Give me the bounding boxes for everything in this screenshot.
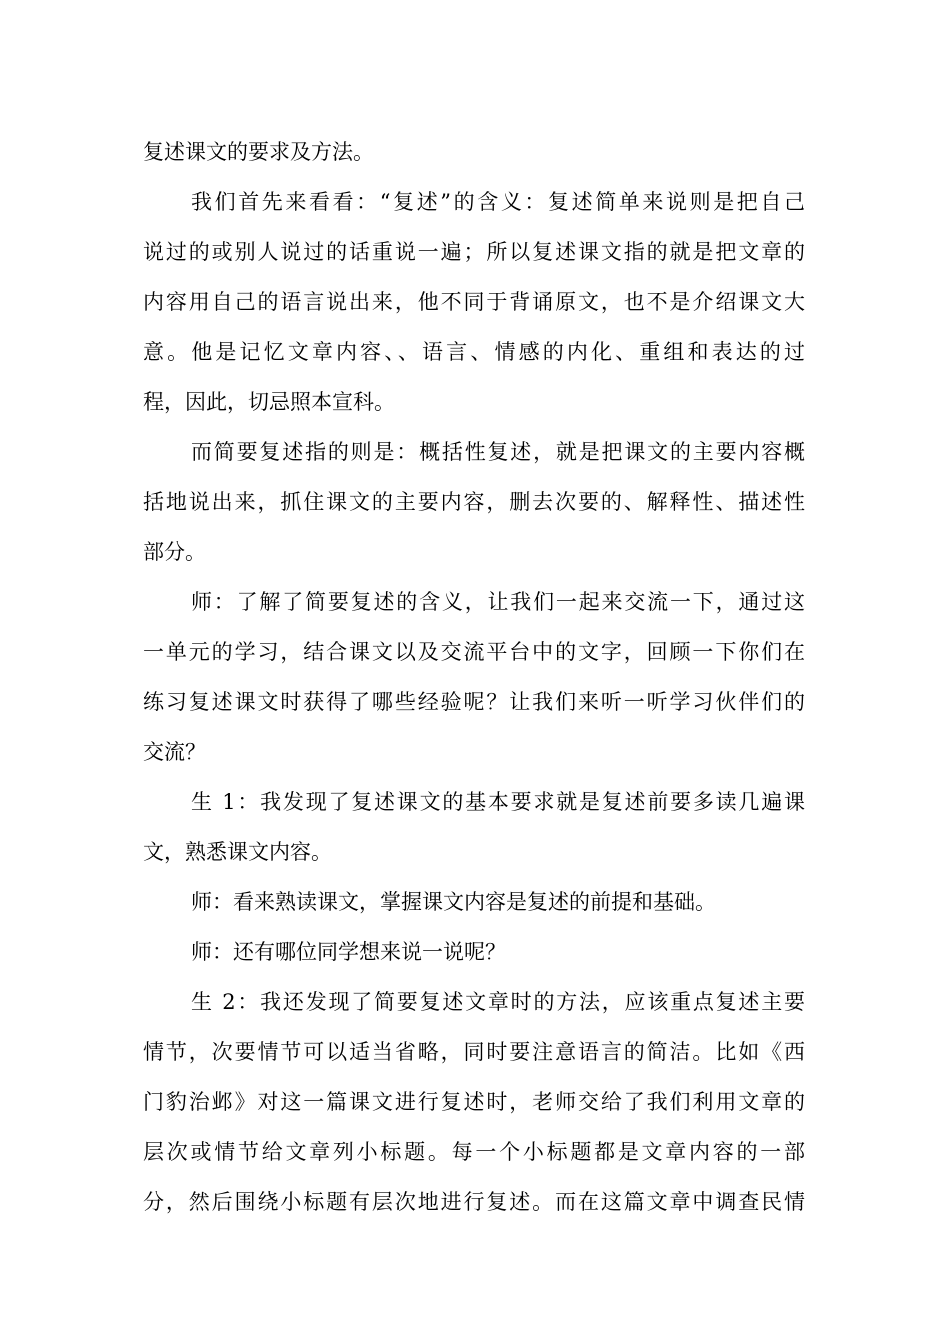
line-text: 交流？ [143,740,206,764]
line-text: 文，熟悉课文内容。 [143,840,332,864]
line-text: 门豹治邺》对这一篇课文进行复述时，老师交给了我们利用文章的 [143,1090,805,1114]
line-text: 内容用自己的语言说出来，他不同于背诵原文，也不是介绍课文大 [143,290,805,314]
line-text: 一单元的学习，结合课文以及交流平台中的文字，回顾一下你们在 [143,640,805,664]
line-text: 部分。 [143,540,206,564]
text-line [0,485,950,519]
line-text: 分，然后围绕小标题有层次地进行复述。而在这篇文章中调查民情 [143,1190,805,1214]
text-line [0,385,950,419]
text-line [0,685,950,719]
text-line [0,1085,950,1119]
text-line [0,435,950,469]
text-line [0,335,950,369]
line-text: 说过的或别人说过的话重说一遍；所以复述课文指的就是把文章的 [143,240,805,264]
line-text: 意。他是记忆文章内容、、语言、情感的内化、重组和表达的过 [143,340,805,364]
line-text: 层次或情节给文章列小标题。每一个小标题都是文章内容的一部 [143,1140,805,1164]
line-text: 括地说出来，抓住课文的主要内容，删去次要的、解释性、描述性 [143,490,805,514]
line-text: 师：看来熟读课文，掌握课文内容是复述的前提和基础。 [191,890,716,914]
text-line [0,985,950,1019]
text-line [0,785,950,819]
text-line [0,585,950,619]
text-line [0,185,950,219]
text-line [0,285,950,319]
line-text: 师：还有哪位同学想来说一说呢？ [191,940,506,964]
text-line [0,735,950,769]
text-line [0,1135,950,1169]
line-text: 复述课文的要求及方法。 [143,140,374,164]
text-line [0,1035,950,1069]
line-text: 情节，次要情节可以适当省略，同时要注意语言的简洁。比如《西 [143,1040,805,1064]
line-text: 师：了解了简要复述的含义，让我们一起来交流一下，通过这 [191,590,805,614]
line-text: 而简要复述指的则是：概括性复述，就是把课文的主要内容概 [191,440,805,464]
text-line [0,235,950,269]
line-text: 我们首先来看看：“复述”的含义：复述简单来说则是把自己 [191,190,805,214]
line-text: 练习复述课文时获得了哪些经验呢？让我们来听一听学习伙伴们的 [143,690,805,714]
line-text: 程，因此，切忌照本宣科。 [143,390,395,414]
line-text: 生 2：我还发现了简要复述文章时的方法，应该重点复述主要 [191,990,805,1014]
text-line [0,935,950,969]
text-line [0,535,950,569]
text-line [0,635,950,669]
text-line [0,885,950,919]
text-line [0,835,950,869]
text-line [0,135,950,169]
line-text: 生 1：我发现了复述课文的基本要求就是复述前要多读几遍课 [191,790,805,814]
text-line [0,1185,950,1219]
